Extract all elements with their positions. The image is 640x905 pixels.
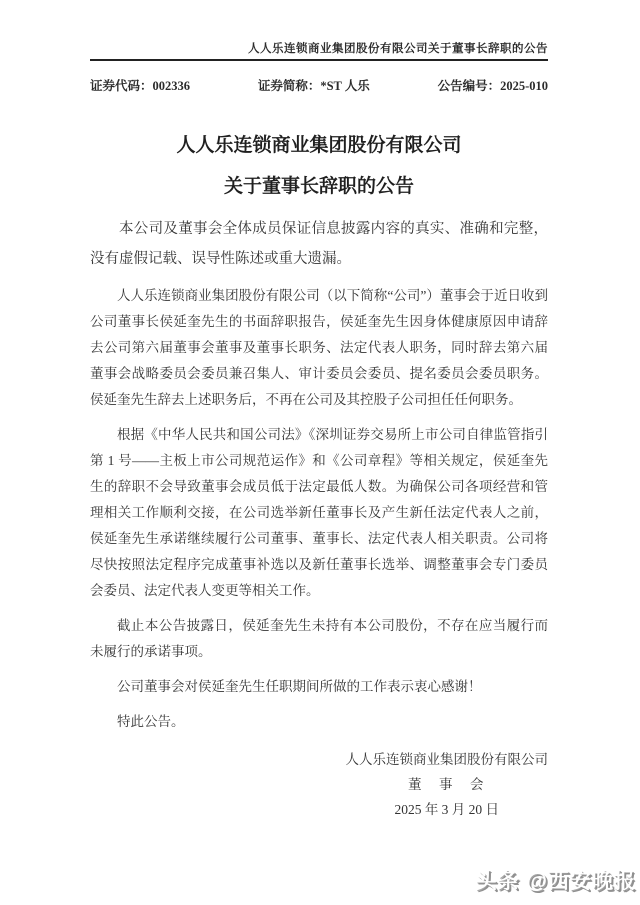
title-company-name: 人人乐连锁商业集团股份有限公司 xyxy=(176,135,462,156)
announcement-number: 公告编号：2025-010 xyxy=(437,79,548,93)
signature-block xyxy=(90,747,548,822)
stock-short-name: 证券简称：*ST 人乐 xyxy=(257,79,370,93)
paragraph-shareholding-status: 截止本公告披露日，侯延奎先生未持有本公司股份，不存在应当履行而未履行的承诺事项。 xyxy=(90,618,548,659)
stock-code: 证券代码：002336 xyxy=(90,79,191,93)
paragraph-legal-basis: 根据《中华人民共和国公司法》《深圳证券交易所上市公司自律监管指引第 1 号——主板上市公司规范运作》和《公司章程》等相关规定，侯延奎先生的辞职不会导致董事会成员低于法定最低人数。为确保公司各项经营和管理相关工作顺利交接，在公司选举新任董事长及产生新任法定代表人之前，侯延奎先生承诺继续履行公司董事、董事长、法定代表人相关职责。公司将尽快按照法定程序完成董事补选以及新任董事长选举、调整董事会专门委员会委员、法定代表人变更等相关工作。 xyxy=(90,427,548,598)
stock-info-row xyxy=(90,78,548,94)
running-header-title: 人人乐连锁商业集团股份有限公司关于董事长辞职的公告 xyxy=(248,43,548,55)
toutiao-watermark: 头条 @西安晚报 xyxy=(475,870,636,893)
paragraph-resignation-notice: 人人乐连锁商业集团股份有限公司（以下简称“公司”）董事会于近日收到公司董事长侯延奎先生的书面辞职报告，侯延奎先生因身体健康原因申请辞去公司第六届董事会董事及董事长职务、法定代表人职务，同时辞去第六届董事会战略委员会委员兼召集人、审计委员会委员、提名委员会委员职务。侯延奎先生辞去上述职务后，不再在公司及其控股子公司担任任何职务。 xyxy=(90,288,548,407)
signature-inner xyxy=(346,747,549,822)
paragraph-closing: 特此公告。 xyxy=(117,714,185,729)
paragraph-thanks: 公司董事会对侯延奎先生任职期间所做的工作表示衷心感谢！ xyxy=(117,679,482,694)
signature-board-of-directors: 董 事 会 xyxy=(408,777,486,792)
document-title xyxy=(90,134,548,198)
signature-date: 2025 年 3 月 20 日 xyxy=(394,802,500,817)
disclaimer-paragraph: 本公司及董事会全体成员保证信息披露内容的真实、准确和完整，没有虚假记载、误导性陈述或重大遗漏。 xyxy=(90,221,548,267)
header-divider xyxy=(90,59,548,61)
title-subject: 关于董事长辞职的公告 xyxy=(223,176,414,197)
signature-company-name: 人人乐连锁商业集团股份有限公司 xyxy=(345,752,548,767)
